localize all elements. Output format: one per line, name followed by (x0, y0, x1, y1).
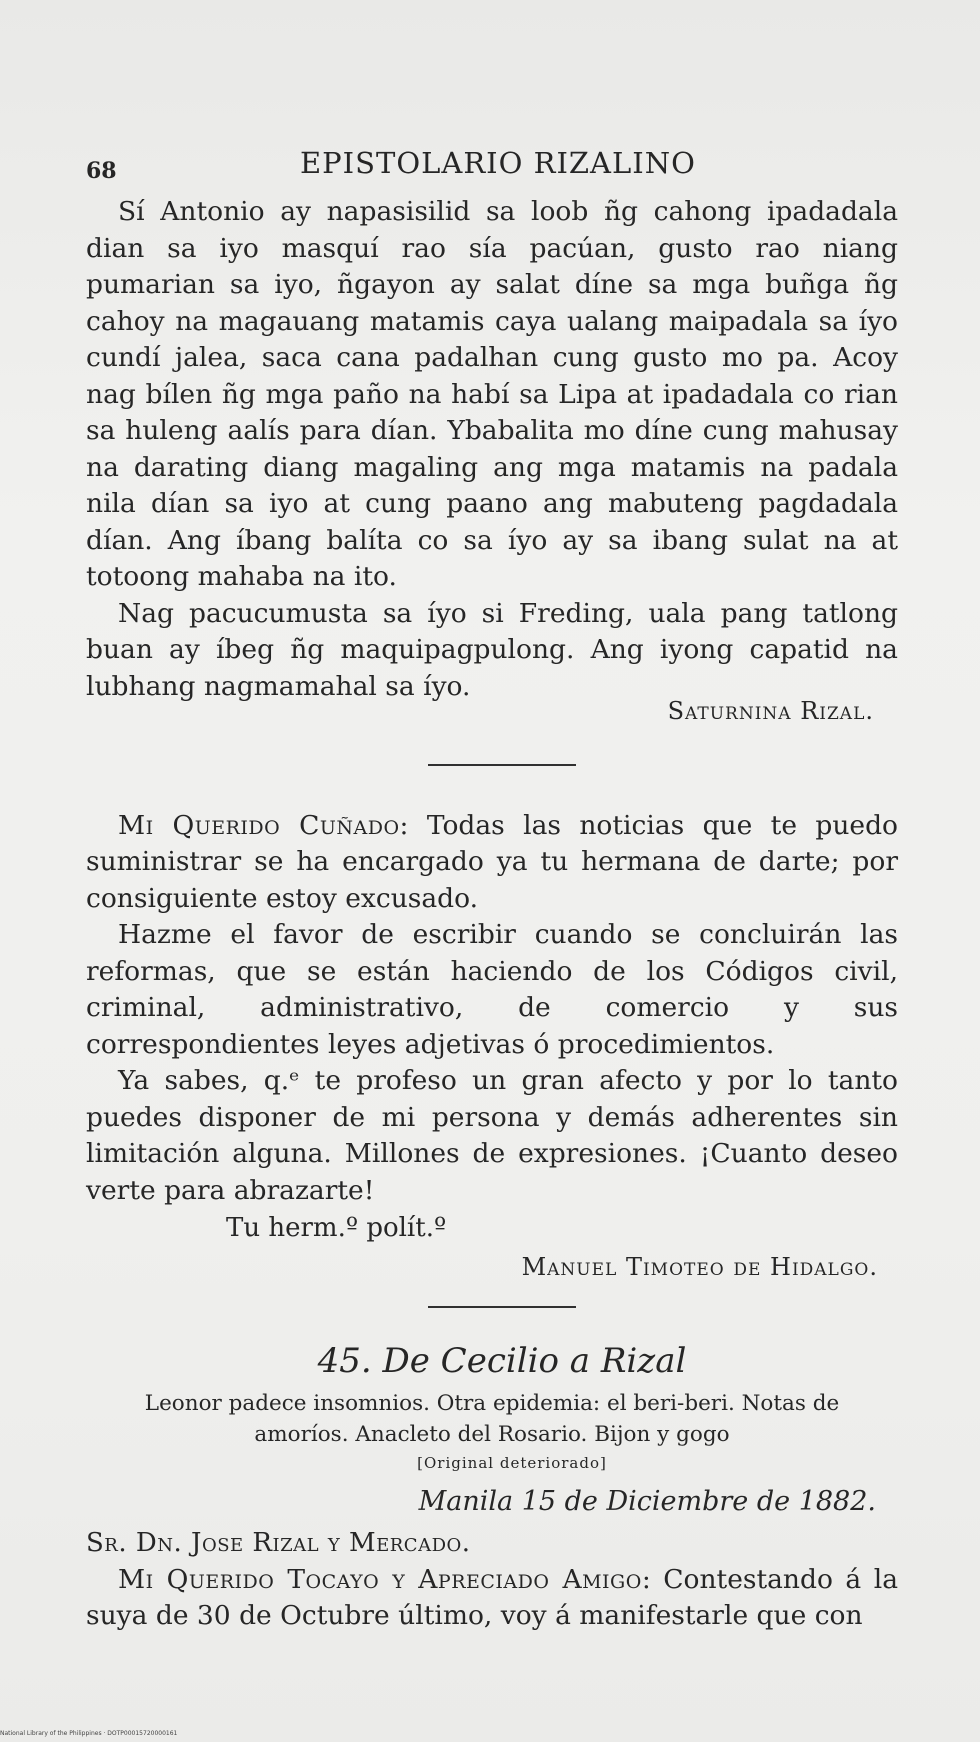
opening-text: : Todas las noticias que te puedo suministrar se ha encargado ya tu hermana de darte; por consiguiente estoy excusado. (86, 809, 898, 914)
paragraph: Nag pacucumusta sa íyo si Freding, uala pang tatlong buan ay íbeg ñg maquipagpulong. Ang iyong capatid na lubhang nagmamahal sa íyo. (86, 597, 898, 702)
signature-saturnina: Saturnina Rizal. (667, 697, 874, 725)
paragraph-opening (86, 808, 898, 918)
closing-line: Tu herm.º polít.º (226, 1213, 447, 1243)
letter-manuel (86, 808, 898, 1286)
paragraph: Sí Antonio ay napasisilid sa loob ñg cahong ipadadala dian sa iyo masquí rao sía pacúan, gusto rao niang pumarian sa iyo, ñgayon ay salat díne sa mga buñga ñg cahoy na magauang matamis caya ualang maipadala sa íyo cundí jalea, saca cana padalhan cung gusto mo pa. Acoy nag bílen ñg mga paño na habí sa Lipa at ipadadala co rian sa huleng aalís para dían. Ybabalita mo díne cung mahusay na darating diang magaling ang mga matamis na padala nila dían sa iyo at cung paano ang mabuteng pagdadala dían. Ang íbang balíta co sa íyo ay sa ibang sulat na at totoong mahaba na ito. (86, 196, 898, 592)
paragraph: Ya sabes, q.ᵉ te profeso un gran afecto y por lo tanto puedes disponer de mi persona y demás adherentes sin limitación alguna. Millones de expresiones. ¡Cuanto deseo verte para abrazarte! (86, 1065, 898, 1206)
section-divider (428, 764, 576, 766)
salutation: Mi Querido Cuñado (118, 809, 400, 841)
running-header (0, 146, 980, 186)
salutation: Mi Querido Tocayo y Apreciado Amigo (118, 1563, 642, 1595)
scan-source-footer: National Library of the Philippines · DOTP00015720000161 (0, 1730, 178, 1737)
letter-heading: 45. De Cecilio a Rizal (317, 1340, 687, 1381)
section-divider (428, 1306, 576, 1308)
paragraph-opening (86, 1562, 898, 1635)
page-number: 68 (86, 158, 117, 184)
editorial-note: [Original deteriorado] (417, 1453, 607, 1472)
letter-45 (86, 1338, 898, 1635)
letter-summary: Leonor padece insomnios. Otra epidemia: el beri-beri. Notas de amoríos. Anacleto del Rosario. Bijon y gogo (144, 1390, 840, 1447)
page-body (86, 194, 898, 1635)
paragraph: Hazme el favor de escribir cuando se concluirán las reformas, que se están haciendo de los Códigos civil, criminal, administrativo, de comercio y sus correspondientes leyes adjetivas ó procedimientos. (86, 919, 898, 1060)
addressee: Sr. Dn. Jose Rizal y Mercado. (86, 1527, 471, 1558)
letter-saturnina (86, 194, 898, 730)
signature-manuel: Manuel Timoteo de Hidalgo. (521, 1253, 878, 1281)
dateline: Manila 15 de Diciembre de 1882. (418, 1485, 876, 1517)
running-title: EPISTOLARIO RIZALINO (300, 146, 696, 180)
opening-text: : Contestando á la suya de 30 de Octubre último, voy á manifestarle que con (86, 1563, 899, 1631)
